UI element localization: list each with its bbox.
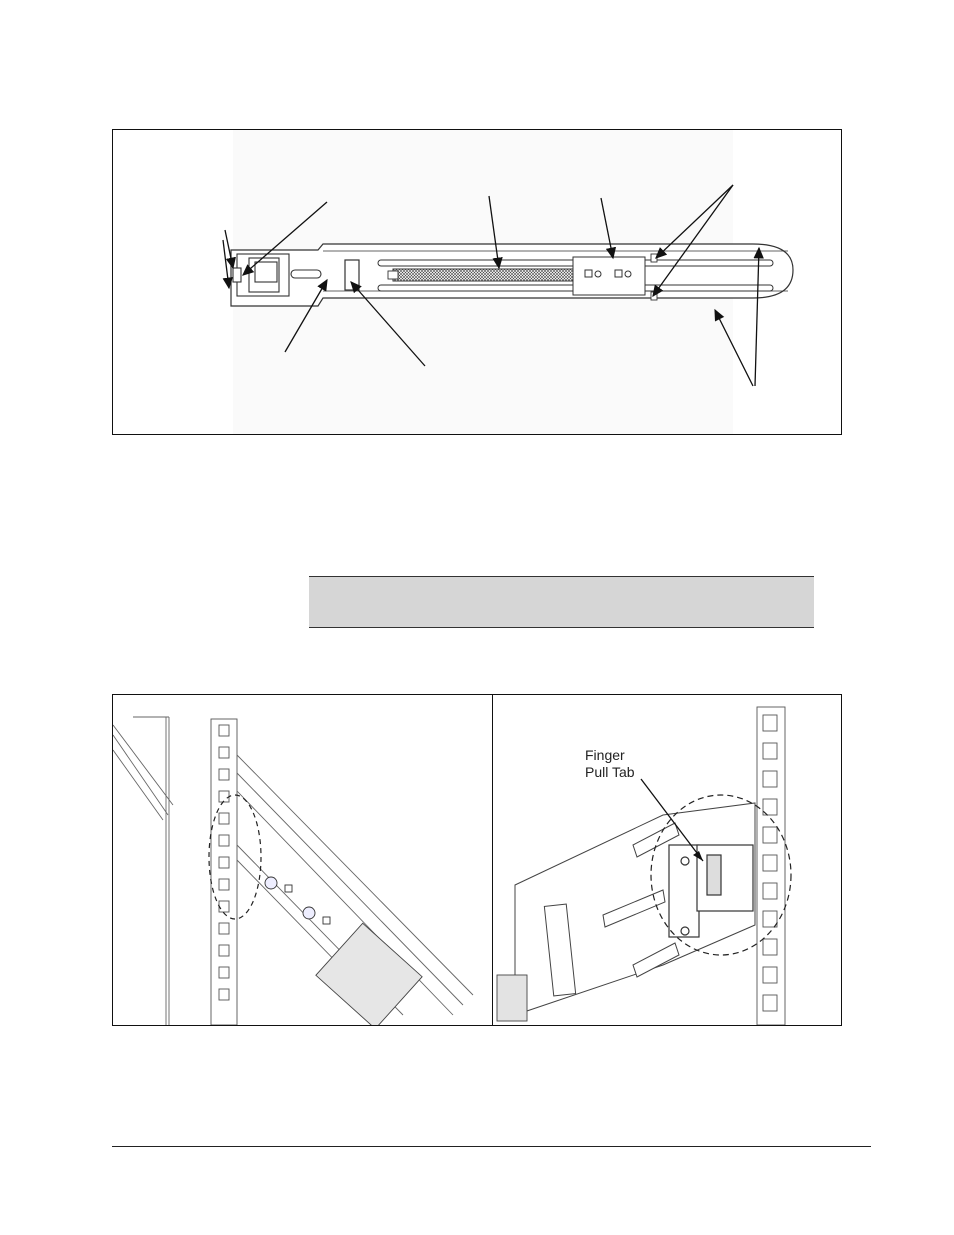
finger-pull-tab-label bbox=[585, 747, 635, 781]
spring-mesh bbox=[393, 269, 573, 281]
rail-latch bbox=[233, 254, 289, 296]
callout-line-2: Pull Tab bbox=[585, 764, 635, 780]
mounting-bracket bbox=[573, 257, 645, 295]
rail-slot bbox=[291, 270, 321, 278]
rail-assembly-drawing bbox=[113, 130, 841, 434]
bottom-figure-frame bbox=[112, 694, 842, 1026]
note-header-bar bbox=[309, 576, 814, 628]
callout-line-1: Finger bbox=[585, 747, 625, 763]
finger-pull-tab-drawing bbox=[493, 695, 841, 1025]
top-figure-frame bbox=[112, 129, 842, 435]
finger-pull-tab-panel bbox=[493, 695, 841, 1025]
footer-rule bbox=[112, 1146, 871, 1147]
rack-holes bbox=[763, 715, 777, 1011]
rack-post-engaged-drawing bbox=[113, 695, 492, 1025]
rack-post-engaged-panel bbox=[113, 695, 493, 1025]
release-tab bbox=[345, 260, 359, 290]
